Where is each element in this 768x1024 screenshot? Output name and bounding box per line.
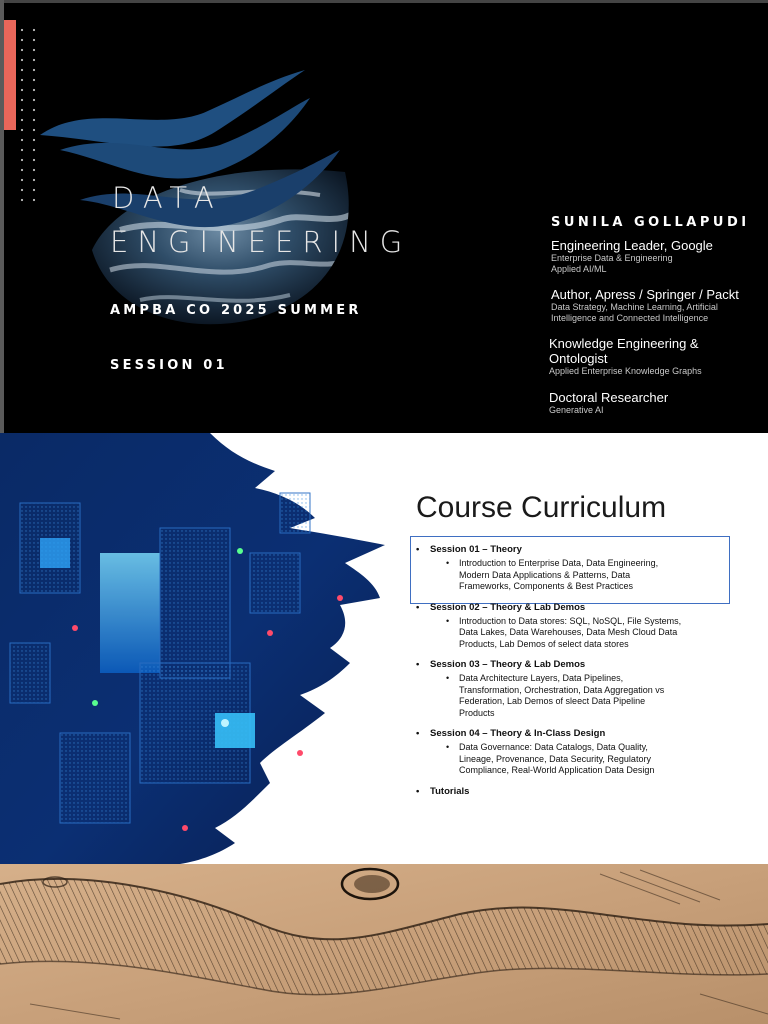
credential-head: Knowledge Engineering & xyxy=(549,336,699,351)
description-line: Modern Data Applications & Patterns, Data xyxy=(459,569,631,580)
session-title: • Tutorials xyxy=(416,786,716,798)
slide-title: Course Curriculum xyxy=(416,491,667,524)
curriculum-list xyxy=(416,544,716,807)
digital-city-illustration xyxy=(0,433,400,864)
credential-sub: Intelligence and Connected Intelligence xyxy=(551,313,709,323)
description-line: Introduction to Data stores: SQL, NoSQL, File Systems, xyxy=(459,615,682,626)
credential-head: Doctoral Researcher xyxy=(549,390,669,405)
title-line-1: DATA xyxy=(112,181,223,215)
description-line: Introduction to Enterprise Data, Data Engineering, xyxy=(459,558,659,568)
list-item xyxy=(416,602,716,651)
description-line: Data Lakes, Data Warehouses, Data Mesh Cloud Data xyxy=(459,627,678,637)
session-title: • Session 02 – Theory & Lab Demos xyxy=(416,602,716,614)
session-label: SESSION 01 xyxy=(110,358,228,373)
description-line: Products, Lab Demos of select data stores xyxy=(459,638,629,649)
credential-sub: Data Strategy, Machine Learning, Artificial xyxy=(551,302,718,312)
credential-sub: Applied Enterprise Knowledge Graphs xyxy=(549,366,702,376)
session-description xyxy=(416,558,716,593)
session-description xyxy=(416,616,716,651)
credential-block xyxy=(551,287,761,324)
credential-sub: Generative AI xyxy=(549,405,604,415)
credential-sub: Applied AI/ML xyxy=(551,264,607,274)
author-name: SUNILA GOLLAPUDI xyxy=(551,215,750,230)
list-item xyxy=(416,728,716,777)
credential-head-line2: Ontologist xyxy=(549,351,608,366)
pencil-sketch-illustration xyxy=(0,864,768,1024)
description-line: Data Governance: Data Catalogs, Data Quality, xyxy=(459,742,648,752)
session-description xyxy=(416,742,716,777)
description-line: Compliance, Real-World Application Data Design xyxy=(459,765,655,775)
credential-sub: Enterprise Data & Engineering xyxy=(551,253,673,263)
description-line: Data Architecture Layers, Data Pipelines, xyxy=(459,673,624,683)
credential-block xyxy=(549,390,759,416)
description-line: Federation, Lab Demos of sleect Data Pipeline xyxy=(459,696,646,706)
session-title: • Session 01 – Theory xyxy=(416,544,716,556)
credential-block xyxy=(551,238,761,275)
session-description xyxy=(416,673,716,719)
session-title: • Session 03 – Theory & Lab Demos xyxy=(416,659,716,671)
list-item xyxy=(416,786,716,798)
description-line: Lineage, Provenance, Data Security, Regulatory xyxy=(459,753,651,764)
session-title: • Session 04 – Theory & In-Class Design xyxy=(416,728,716,740)
description-line: Products xyxy=(459,707,495,718)
list-item xyxy=(416,544,716,593)
curriculum-slide xyxy=(0,433,768,864)
sketch-slide xyxy=(0,864,768,1024)
title-line-2: ENGINEERING xyxy=(110,225,412,259)
description-line: Transformation, Orchestration, Data Aggregation vs xyxy=(459,684,665,695)
description-line: Frameworks, Components & Best Practices xyxy=(459,581,634,591)
course-subtitle: AMPBA CO 2025 SUMMER xyxy=(110,303,362,318)
title-slide xyxy=(0,0,768,433)
credential-head: Author, Apress / Springer / Packt xyxy=(551,287,739,302)
credential-block xyxy=(549,336,759,377)
credential-head: Engineering Leader, Google xyxy=(551,238,713,253)
list-item xyxy=(416,659,716,719)
